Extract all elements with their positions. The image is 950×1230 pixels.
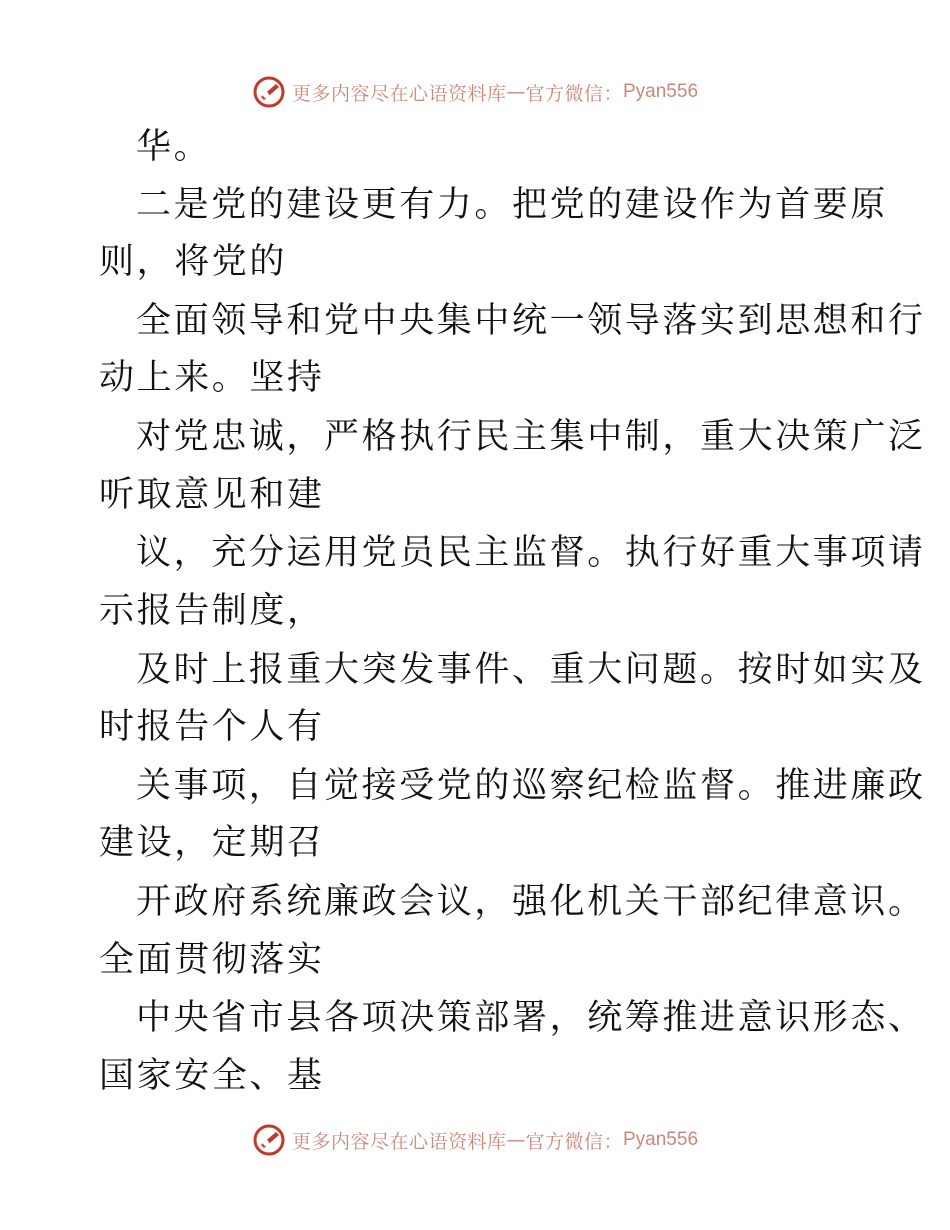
text-line: 开政府系统廉政会议，强化机关干部纪律意识。 xyxy=(136,882,926,922)
text-line: 全面领导和党中央集中统一领导落实到思想和行 xyxy=(136,301,926,341)
text-line: 对党忠诚，严格执行民主集中制，重大决策广泛 xyxy=(136,417,926,457)
watermark-text: 更多内容尽在心语资料库 xyxy=(291,82,507,105)
text-line: 全面贯彻落实 xyxy=(99,940,325,980)
footer-watermark xyxy=(0,1120,950,1160)
brand-logo-icon xyxy=(252,1123,286,1157)
text-line: 及时上报重大突发事件、重大问题。按时如实及 xyxy=(136,650,926,690)
text-line: 示报告制度， xyxy=(99,591,325,631)
text-line: 听取意见和建 xyxy=(99,475,325,515)
watermark-label: 官方微信： xyxy=(525,82,623,105)
watermark-dash: — xyxy=(506,81,526,103)
text-line: 建设，定期召 xyxy=(99,823,325,863)
watermark-label: 官方微信： xyxy=(525,1130,623,1153)
text-line: 则，将党的 xyxy=(99,242,288,282)
text-line: 议，充分运用党员民主监督。执行好重大事项请 xyxy=(136,533,926,573)
text-line: 二是党的建设更有力。把党的建设作为首要原 xyxy=(136,185,889,225)
watermark-text: 更多内容尽在心语资料库 xyxy=(291,1130,507,1153)
text-line: 中央省市县各项决策部署，统筹推进意识形态、 xyxy=(136,998,926,1038)
text-line: 时报告个人有 xyxy=(99,707,325,747)
text-line: 动上来。坚持 xyxy=(99,358,325,398)
text-line: 国家安全、基 xyxy=(99,1056,325,1096)
text-line: 关事项，自觉接受党的巡察纪检监督。推进廉政 xyxy=(136,766,926,806)
watermark-id: Pyan556 xyxy=(623,81,699,102)
watermark-dash: — xyxy=(506,1129,526,1151)
text-line: 华。 xyxy=(136,127,212,167)
watermark-id: Pyan556 xyxy=(623,1129,699,1150)
